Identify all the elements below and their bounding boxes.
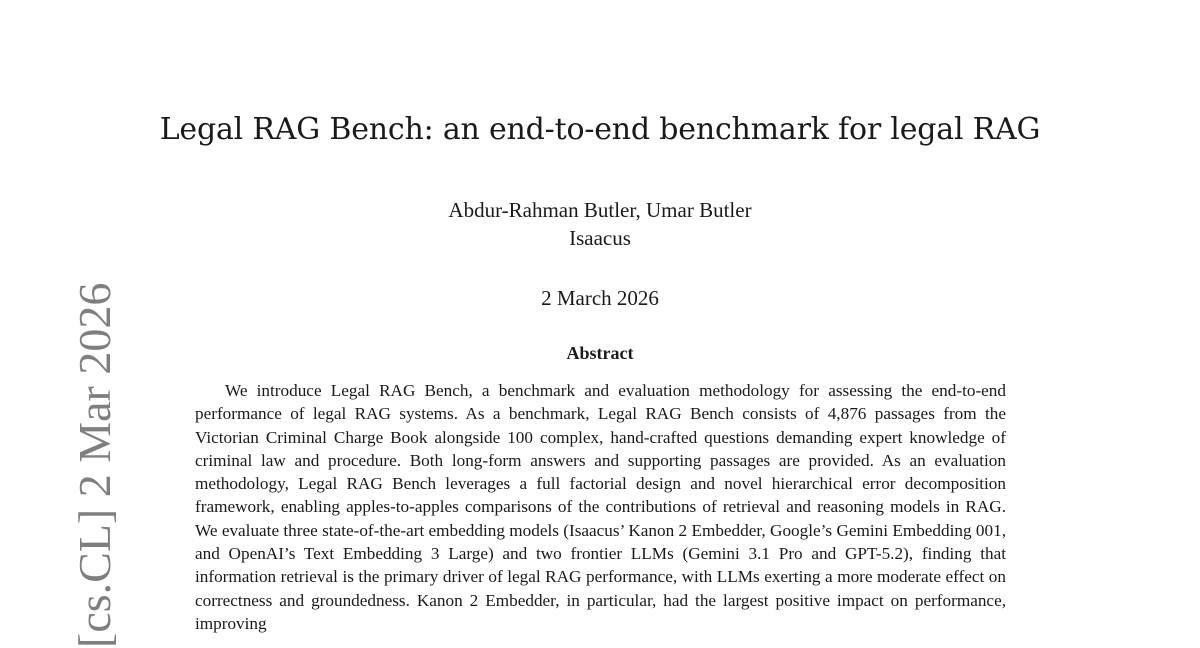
arxiv-identifier-stamp: [cs.CL] 2 Mar 2026 [69, 282, 120, 648]
abstract-body: We introduce Legal RAG Bench, a benchmark and evaluation methodology for assessing the end-to-end performance of legal RAG systems. As a benchmark, Legal RAG Bench consists of 4,876 passages from the Victorian Criminal Charge Book alongside 100 complex, hand-crafted questions demanding expert knowledge of criminal law and procedure. Both long-form answers and supporting passages are provided. As an evaluation methodology, Legal RAG Bench leverages a full factorial design and novel hierarchical error decomposition framework, enabling apples-to-apples comparisons of the contributions of retrieval and reasoning models in RAG. We evaluate three state-of-the-art embedding models (Isaacus’ Kanon 2 Embedder, Google’s Gemini Embedding 001, and OpenAI’s Text Embedding 3 Large) and two frontier LLMs (Gemini 3.1 Pro and GPT-5.2), finding that information retrieval is the primary driver of legal RAG performance, with LLMs exerting a more moderate effect on correctness and groundedness. Kanon 2 Embedder, in particular, had the largest positive impact on performance, improving [195, 381, 1006, 633]
paper-authors: Abdur-Rahman Butler, Umar Butler [448, 198, 752, 222]
paper-title: Legal RAG Bench: an end-to-end benchmark for legal RAG [159, 112, 1041, 147]
abstract-heading: Abstract [566, 343, 634, 363]
paper-date: 2 March 2026 [541, 286, 659, 310]
paper-affiliation: Isaacus [569, 226, 631, 250]
